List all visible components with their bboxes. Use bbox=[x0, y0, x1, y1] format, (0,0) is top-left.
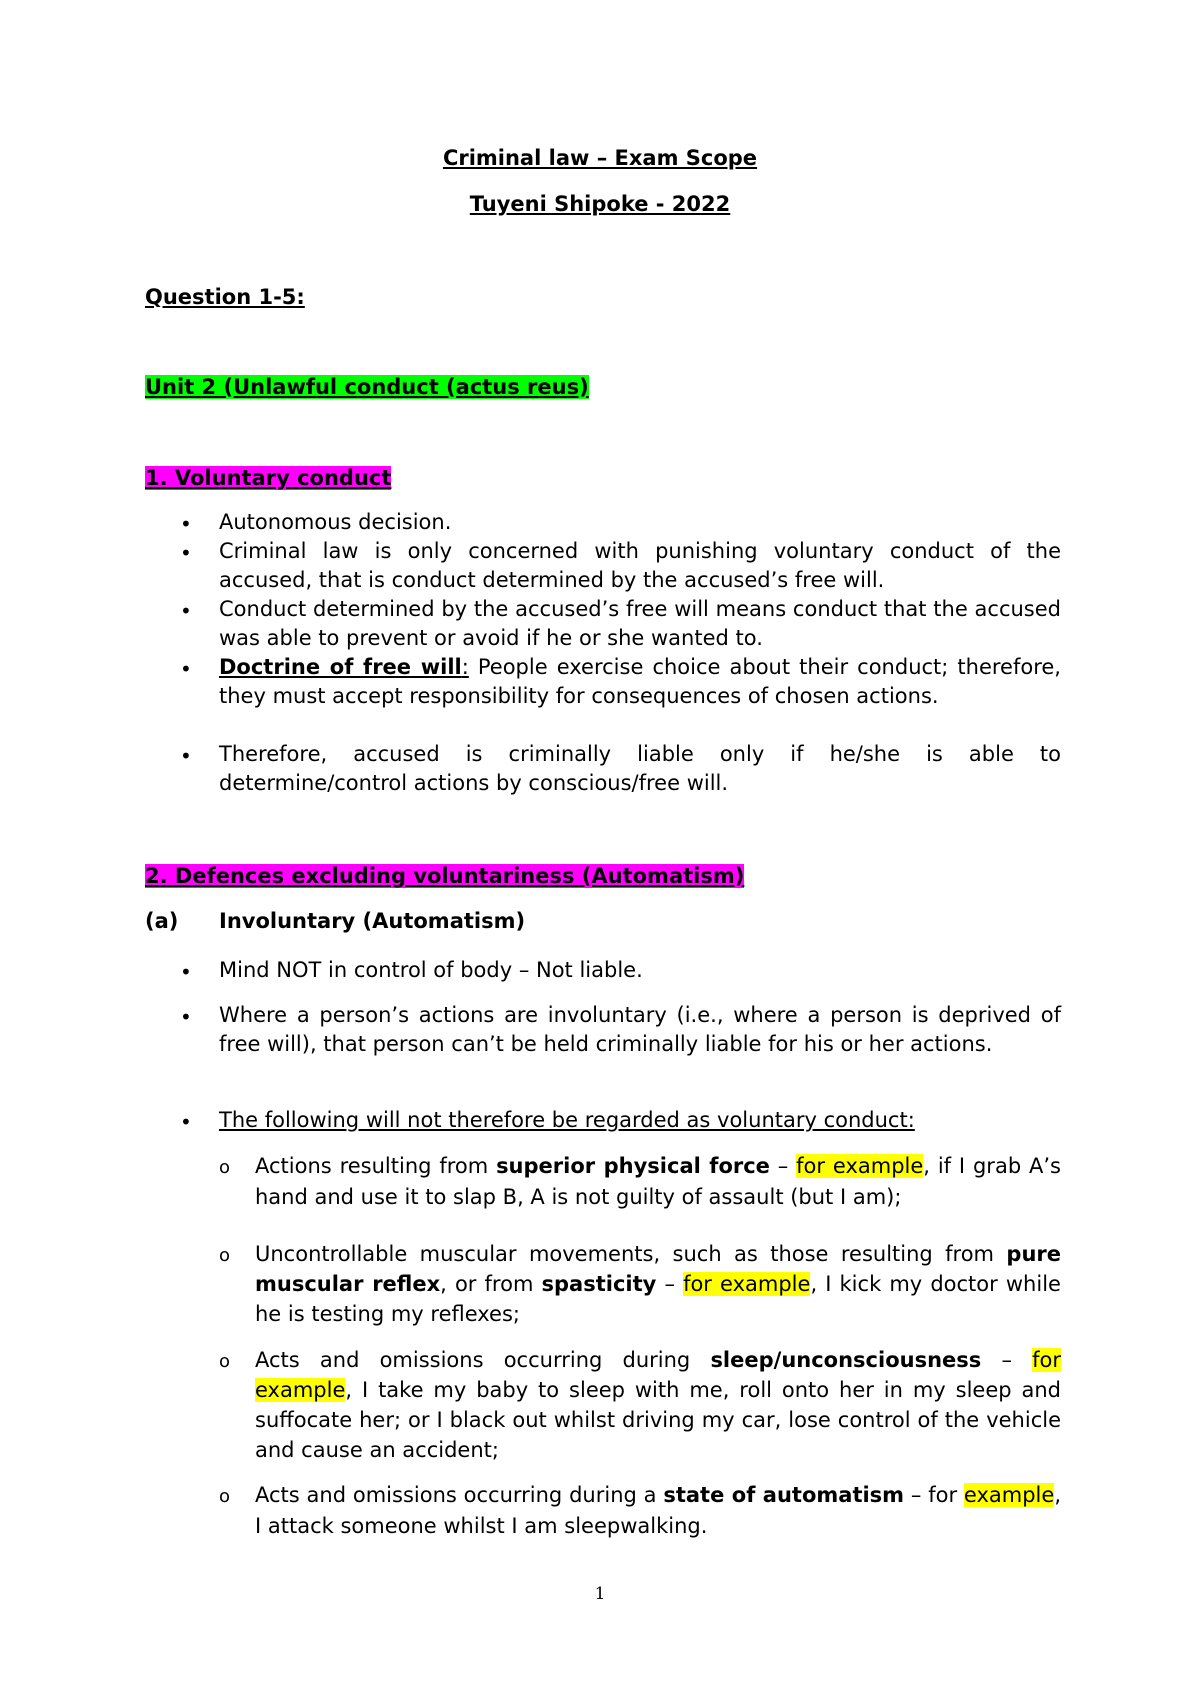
section1-heading-text: 1. Voluntary conduct bbox=[145, 466, 392, 490]
bullet-icon: • bbox=[180, 960, 192, 984]
bold-term: spasticity bbox=[541, 1272, 657, 1296]
bold-term: sleep/unconsciousness bbox=[710, 1348, 982, 1372]
bold-term: state of automatism bbox=[663, 1483, 905, 1507]
bullet-icon: • bbox=[180, 512, 192, 536]
text-run: – bbox=[981, 1348, 1033, 1372]
bullet-icon: • bbox=[180, 541, 192, 565]
highlighted-text: for example bbox=[796, 1154, 924, 1178]
list-item bbox=[255, 1345, 1061, 1465]
text-run: – for bbox=[904, 1483, 964, 1507]
list-item: Mind NOT in control of body – Not liable. bbox=[219, 958, 643, 982]
subsection-label: (a) bbox=[145, 909, 179, 933]
document-title: Criminal law – Exam Scope bbox=[442, 146, 758, 170]
section2-heading bbox=[145, 864, 744, 888]
circle-bullet-icon: o bbox=[219, 1486, 231, 1507]
bullet-icon: • bbox=[180, 657, 192, 681]
text-run: – bbox=[769, 1154, 797, 1178]
list-item bbox=[255, 1151, 1061, 1213]
text-run: , I take my baby to sleep with me, roll onto her in my sleep and suffocate her; or I black out whilst driving my car, lose control of the vehicle and cause an accident; bbox=[255, 1378, 1061, 1462]
text-run: , or from bbox=[440, 1272, 542, 1296]
text-run: Actions resulting from bbox=[255, 1154, 497, 1178]
list-item: Autonomous decision. bbox=[219, 510, 452, 534]
question-heading: Question 1-5: bbox=[145, 285, 305, 309]
text-run: , if I grab A’s hand and use it to slap B, A is not guilty of assault (but I am); bbox=[255, 1154, 1061, 1209]
bullet-icon: • bbox=[180, 1005, 192, 1029]
list-item: Criminal law is only concerned with punishing voluntary conduct of the accused, that is conduct determined by the accused’s free will. bbox=[219, 539, 1061, 592]
doctrine-term: Doctrine of free will bbox=[219, 655, 462, 679]
text-run: – bbox=[656, 1272, 684, 1296]
doctrine-text: People exercise choice about their conduct; therefore, they must accept responsibility for consequences of chosen actions. bbox=[219, 655, 1061, 708]
text-run: , I attack someone whilst I am sleepwalking. bbox=[255, 1483, 1061, 1538]
circle-bullet-icon: o bbox=[219, 1157, 231, 1178]
highlighted-text: example bbox=[963, 1483, 1055, 1507]
bold-term: pure muscular reflex bbox=[255, 1242, 1061, 1296]
highlighted-text: for example bbox=[255, 1348, 1061, 1402]
unit-heading-text: Unit 2 (Unlawful conduct (actus reus) bbox=[145, 375, 589, 399]
bold-term: superior physical force bbox=[496, 1154, 770, 1178]
circle-bullet-icon: o bbox=[219, 1245, 231, 1266]
list-item bbox=[255, 1480, 1061, 1542]
text-run: , I kick my doctor while he is testing my reflexes; bbox=[255, 1272, 1061, 1326]
list-item: Therefore, accused is criminally liable only if he/she is able to determine/control actions by conscious/free will. bbox=[219, 742, 1061, 795]
unit-heading bbox=[145, 375, 589, 399]
doctrine-colon: : bbox=[461, 655, 469, 679]
bullet-icon: • bbox=[180, 1110, 192, 1134]
circle-bullet-icon: o bbox=[219, 1351, 231, 1372]
bullet-icon: • bbox=[180, 744, 192, 768]
author-line: Tuyeni Shipoke - 2022 bbox=[469, 192, 731, 216]
highlighted-text: for example bbox=[683, 1272, 811, 1296]
bullet-icon: • bbox=[180, 599, 192, 623]
list-item: Conduct determined by the accused’s free will means conduct that the accused was able to prevent or avoid if he or she wanted to. bbox=[219, 597, 1061, 650]
text-run: Acts and omissions occurring during a bbox=[255, 1483, 664, 1507]
list-item bbox=[255, 1239, 1061, 1329]
subsection-title: Involuntary (Automatism) bbox=[219, 909, 526, 933]
text-run: Uncontrollable muscular movements, such as those resulting from bbox=[255, 1242, 1007, 1266]
list-item: The following will not therefore be regarded as voluntary conduct: bbox=[219, 1108, 915, 1132]
text-run: Acts and omissions occurring during bbox=[255, 1348, 711, 1372]
list-item: Where a person’s actions are involuntary (i.e., where a person is deprived of free will), that person can’t be held criminally liable for his or her actions. bbox=[219, 1003, 1061, 1056]
list-item bbox=[219, 653, 1061, 711]
section1-heading bbox=[145, 466, 391, 490]
section2-heading-text: 2. Defences excluding voluntariness (Automatism) bbox=[145, 864, 745, 888]
page-number: 1 bbox=[594, 1584, 606, 1604]
